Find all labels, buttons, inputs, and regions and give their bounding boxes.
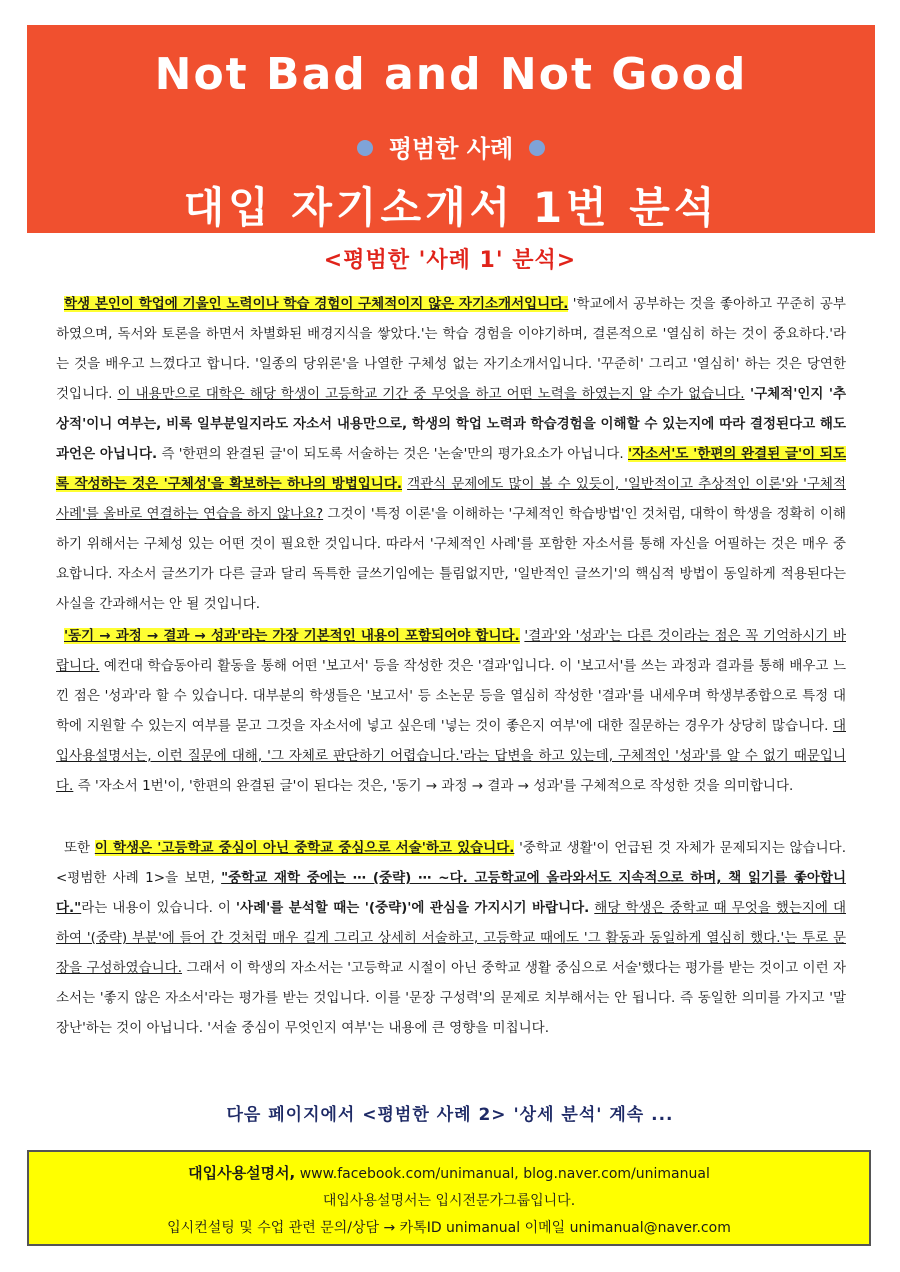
highlight-text: '자소서'도 '한편의 완결된 글'이 되도록 작성하는 것은 '구체성'을 확보하는 하나의 방법입니다. [56,446,846,492]
bold-text: '사례'를 분석할 때는 '(중략)'에 관심을 가지시기 바랍니다. [235,900,590,916]
underlined-text: 해당 학생은 중학교 때 무엇을 했는지에 대하여 '(중략) 부분'에 들어 간 것처럼 매우 길게 그리고 상세히 서술하고, 고등학교 때에도 '그 활동과 동일하게 열심히 했다.'는 투로 문장을 구성하였습니다. [56,900,846,976]
footer-line-3: 입시컨설팅 및 수업 관련 문의/상담 → 카톡ID unimanual 이메일 unimanual@naver.com [167,1220,731,1236]
underlined-text: '결과'와 '성과'는 다른 것이라는 점은 꼭 기억하시기 바랍니다. [56,628,846,674]
underlined-text: 객관식 문제에도 많이 볼 수 있듯이, '일반적이고 추상적인 이론'와 '구체적 사례'를 올바로 연결하는 연습을 하지 않나요? [56,476,847,522]
bullet-dot-icon [529,140,545,156]
body-text: 예컨대 학습동아리 활동을 통해 어떤 '보고서' 등을 작성한 것은 '결과'입니다. 이 '보고서'를 쓰는 과정과 결과를 통해 배우고 느낀 점은 '성과'라 할 수 있습니다. 대부분의 학생들은 '보고서' 등 소논문 등을 열심히 작성한 '결과'를 내세우며 학생부종합으로 특정 대학에 지원할 수 있는지 여부를 묻고 그것을 자소서에 넣고 싶은데 '넣는 것이 좋은지 여부'에 대한 질문하는 경우가 상당히 많습니다. [56,658,846,734]
body-text: 즉 '한편의 완결된 글'이 되도록 서술하는 것은 '논술'만의 평가요소가 아닙니다. [157,446,628,462]
highlight-text: 학생 본인이 학업에 기울인 노력이나 학습 경험이 구체적이지 않은 자기소개서입니다. [64,296,569,312]
body-text: 또한 [64,840,95,856]
bold-text: '구체적'인지 '추상적'이니 여부는, 비록 일부분일지라도 자소서 내용만으로, 학생의 학업 노력과 학습경험을 이해할 수 있는지에 따라 결정된다고 해도 과언은 아닙니다. [56,386,846,462]
footer-line-1 [29,1160,869,1188]
body-text: 그래서 이 학생의 자소서는 '고등학교 시절이 아닌 중학교 생활 중심으로 서술'했다는 평가를 받는 것이고 이런 자소서는 '좋지 않은 자소서'라는 평가를 받는 것입니다. 이를 '문장 구성력'의 문제로 치부해서는 안 됩니다. 즉 동일한 의미를 가지고 '말장난'하는 것이 아닙니다. '서술 중심이 무엇인지 여부'는 내용에 큰 영향을 미칩니다. [56,960,847,1036]
footer-brand: 대입사용설명서, [188,1164,296,1182]
banner-title: Not Bad and Not Good [154,49,748,100]
banner-main-title: 대입 자기소개서 1번 분석 [183,183,719,232]
body-text: 라는 내용이 있습니다. 이 [81,900,236,916]
paragraph-3 [56,833,846,1043]
section-heading: <평범한 '사례 1' 분석> [323,248,577,273]
banner-subtitle-row [27,129,875,164]
highlight-text: '동기 → 과정 → 결과 → 성과'라는 가장 기본적인 내용이 포함되어야 합니다. [64,628,520,644]
bullet-dot-icon [357,140,373,156]
underlined-text: 이 내용만으로 대학은 해당 학생이 고등학교 기간 중 무엇을 하고 어떤 노력을 하였는지 알 수가 없습니다. [117,386,745,402]
footer-line-2: 대입사용설명서는 입시전문가그룹입니다. [322,1193,576,1209]
banner-subtitle: 평범한 사례 [388,135,514,163]
quoted-text: "중학교 재학 중에는 ⋯ (중략) ⋯ ~다. 고등학교에 올라와서도 지속적으로 하며, 책 읽기를 좋아합니다." [56,870,846,916]
paragraph-1 [56,289,846,619]
body-text: '학교에서 공부하는 것을 좋아하고 꾸준히 공부하였으며, 독서와 토론을 하면서 차별화된 배경지식을 쌓았다.'는 학습 경험을 이야기하며, 결론적으로 '열심히 하는 것이 중요하다.'라는 것을 배우고 느꼈다고 합니다. '일종의 당위론'을 나열한 구체성 없는 자기소개서입니다. '꾸준히' 그리고 '열심히' 하는 것은 당연한 것입니다. [56,296,846,402]
body-text: '중학교 생활'이 언급된 것 자체가 문제되지는 않습니다. <평범한 사례 1>을 보면, [56,840,847,886]
body-text: 그것이 '특정 이론'을 이해하는 '구체적인 학습방법'인 것처럼, 대학이 학생을 정확히 이해하기 위해서는 구체성 있는 어떤 것이 필요한 것입니다. 따라서 '구체적인 사례'를 포함한 자소서를 통해 자신을 어필하는 것은 매우 중요합니다. 자소서 글쓰기가 다른 글과 달리 독특한 글쓰기임에는 틀림없지만, '일반적인 글쓰기'의 핵심적 방법이 동일하게 적용된다는 사실을 간과해서는 안 될 것입니다. [56,506,846,612]
paragraph-2 [56,621,846,801]
body-text: 즉 '자소서 1번'이, '한편의 완결된 글'이 된다는 것은, '동기 → 과정 → 결과 → 성과'를 구체적으로 작성한 것을 의미합니다. [73,778,794,794]
highlight-text: 이 학생은 '고등학교 중심이 아닌 중학교 중심으로 서술'하고 있습니다. [94,840,515,856]
underlined-text: 대입사용설명서는, 이런 질문에 대해, '그 자체로 판단하기 어렵습니다.'라는 답변을 하고 있는데, 구체적인 '성과'를 알 수 없기 때문입니다. [56,718,846,794]
next-page-notice: 다음 페이지에서 <평범한 사례 2> '상세 분석' 계속 ... [226,1105,674,1125]
title-banner [27,25,875,233]
footer-links[interactable]: www.facebook.com/unimanual, blog.naver.com/unimanual [295,1166,710,1182]
footer-box [27,1150,871,1246]
